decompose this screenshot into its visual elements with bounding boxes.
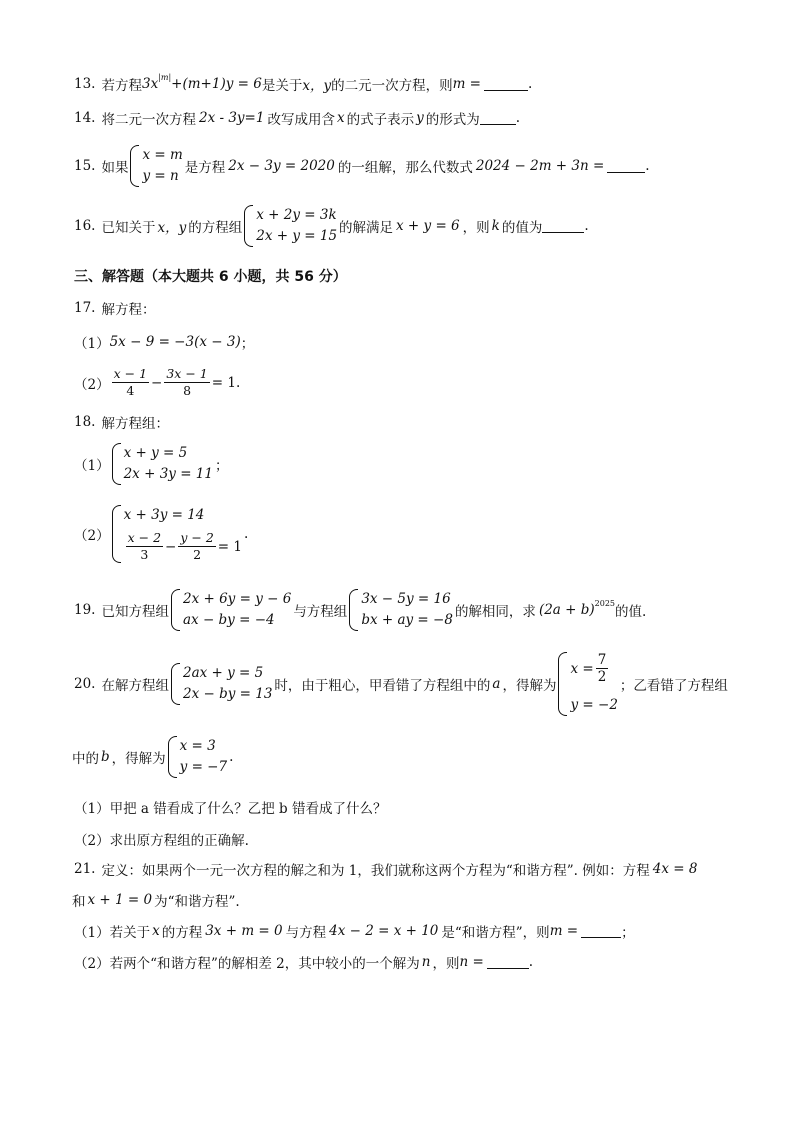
punctuation: . <box>243 526 249 542</box>
exponent: 2025 <box>594 598 616 608</box>
right-hand-side: = 1 <box>217 538 242 555</box>
denominator: 4 <box>126 383 135 398</box>
system-row: x + 3y = 14 <box>123 507 205 523</box>
punctuation: ； <box>214 458 229 474</box>
equation: 3x <box>141 76 159 92</box>
equation-system <box>349 589 453 631</box>
answer-blank[interactable] <box>542 220 584 233</box>
question-21-cont <box>72 890 240 910</box>
answer-variable: m = <box>452 76 481 92</box>
numerator: x − 1 <box>113 366 148 381</box>
condition: x + y = 6 <box>396 218 460 234</box>
question-16 <box>74 205 589 247</box>
system-row: 3x − 5y = 16 <box>361 591 451 607</box>
brace <box>168 736 177 778</box>
system-row: bx + ay = −8 <box>361 612 453 628</box>
equation: 4x − 2 = x + 10 <box>329 923 439 939</box>
part-label: （1） <box>74 458 110 474</box>
question-number: 20. <box>74 676 96 692</box>
punctuation: . <box>235 374 241 391</box>
brace <box>112 443 121 485</box>
answer-blank[interactable] <box>607 160 645 173</box>
question-17-part-1 <box>74 332 254 352</box>
operator: − <box>165 538 177 555</box>
question-text: 已知方程组 <box>101 604 169 620</box>
part-label: （2） <box>74 376 110 393</box>
definition-text: 和 <box>72 894 86 910</box>
question-20-sub-1: （1）甲把 a 错看成了什么？乙把 b 错看成了什么？ <box>74 801 387 817</box>
question-text: ，得解为 <box>502 678 557 694</box>
system-row: y = −7 <box>179 759 228 775</box>
period: . <box>528 954 534 970</box>
system-row: x + 2y = 3k <box>256 207 337 223</box>
question-text: ，则 <box>432 956 460 972</box>
period: . <box>584 218 589 234</box>
expression: 2024 − 2m + 3n = <box>475 158 605 174</box>
question-14 <box>74 108 520 128</box>
question-text: 的值. <box>615 604 647 620</box>
system-row <box>570 652 617 685</box>
fraction <box>126 530 163 563</box>
fraction <box>164 366 209 399</box>
question-text: ，得解为 <box>111 751 166 767</box>
answer-variable: m = <box>549 923 579 939</box>
denominator: 2 <box>193 547 202 562</box>
question-number: 16. <box>74 218 96 234</box>
brace <box>130 145 139 187</box>
brace <box>349 589 358 631</box>
numerator: 7 <box>597 652 607 668</box>
question-text: 的二元一次方程，则 <box>331 78 453 94</box>
question-18-part-2 <box>74 505 248 563</box>
question-text: 若方程 <box>101 78 142 94</box>
equation-system <box>112 505 242 563</box>
brace <box>171 663 180 705</box>
system-row: y = −2 <box>570 697 618 713</box>
brace <box>558 652 567 716</box>
solution-x: x = <box>570 660 594 677</box>
definition-text: 定义：如果两个一元一次方程的解之和为 1，我们就称这两个方程为“和谐方程”. 例如：方程 <box>101 863 650 879</box>
punctuation: ； <box>240 336 255 352</box>
question-19 <box>74 589 646 631</box>
question-text: 与方程 <box>285 925 327 941</box>
definition-text: 为“和谐方程”. <box>154 894 240 910</box>
question-number: 17. <box>74 300 96 316</box>
fraction <box>112 366 149 399</box>
variable: a <box>492 676 501 692</box>
period: . <box>229 749 234 765</box>
solution-system <box>130 145 182 187</box>
variable: k <box>491 218 500 234</box>
equation-system <box>112 443 213 485</box>
question-text: 如果 <box>101 160 129 176</box>
question-text: 的形式为 <box>425 112 480 128</box>
question-number: 15. <box>74 158 96 174</box>
brace <box>112 505 121 563</box>
question-20 <box>74 652 728 716</box>
system-row: 2ax + y = 5 <box>182 665 264 681</box>
system-row: 2x + 6y = y − 6 <box>182 591 292 607</box>
system-row: x + y = 5 <box>123 445 188 461</box>
question-text: 的式子表示 <box>346 112 415 128</box>
brace <box>171 589 180 631</box>
question-text: 的方程 <box>161 925 203 941</box>
question-20-cont <box>72 736 233 778</box>
denominator: 2 <box>597 669 607 685</box>
period: . <box>645 158 650 174</box>
expression: (2a + b) <box>538 602 595 618</box>
question-text: 时，由于粗心，甲看错了方程组中的 <box>274 678 491 694</box>
question-number: 18. <box>74 414 96 430</box>
equation-system <box>171 663 272 705</box>
question-text: 已知关于 <box>101 220 156 236</box>
operator: − <box>151 374 163 391</box>
question-text: 是“和谐方程”，则 <box>441 925 550 941</box>
denominator: 3 <box>140 547 149 562</box>
variables: x，y <box>157 220 187 236</box>
equation-system <box>171 589 291 631</box>
variable: x <box>152 923 160 939</box>
question-text: ；乙看错了方程组 <box>619 678 728 694</box>
equation: 2x - 3y=1 <box>198 110 265 126</box>
equation: 2x − 3y = 2020 <box>228 158 335 174</box>
question-text: 的解满足 <box>339 220 394 236</box>
numerator: x − 2 <box>127 530 162 545</box>
period: . <box>528 76 533 92</box>
solution-system <box>558 652 617 716</box>
question-text: ，则 <box>462 220 490 236</box>
system-row: 2x − by = 13 <box>182 686 273 702</box>
question-20-sub-2: （2）求出原方程组的正确解. <box>74 833 249 849</box>
numerator: 3x − 1 <box>166 366 208 381</box>
answer-blank[interactable] <box>581 925 621 938</box>
equation: 4x = 8 <box>652 861 698 877</box>
system-row: x = m <box>142 147 183 163</box>
question-text: （2）若两个“和谐方程”的解相差 2，其中较小的一个解为 <box>74 956 420 972</box>
punctuation: ； <box>621 925 635 941</box>
question-text: 改写成用含 <box>267 112 335 128</box>
variable: n <box>421 954 431 970</box>
question-text: 将二元一次方程 <box>101 112 196 128</box>
answer-blank[interactable] <box>487 956 529 969</box>
question-15 <box>74 145 650 187</box>
question-13 <box>74 74 532 94</box>
system-row: y = n <box>142 168 179 184</box>
system-row <box>124 530 242 563</box>
variable: x <box>336 110 345 126</box>
system-row: x = 3 <box>179 738 216 754</box>
denominator: 8 <box>183 383 192 398</box>
fraction <box>596 652 609 685</box>
question-text: 的解相同，求 <box>454 604 536 620</box>
question-21 <box>74 859 697 879</box>
question-text: 与方程组 <box>293 604 348 620</box>
question-number: 19. <box>74 602 96 618</box>
question-text: 的值为 <box>501 220 543 236</box>
question-21-sub-1 <box>74 921 635 941</box>
system-row: 2x + 3y = 11 <box>123 466 213 482</box>
fraction <box>178 530 215 563</box>
question-number: 13. <box>74 76 96 92</box>
answer-variable: n = <box>459 954 484 970</box>
question-number: 21. <box>74 861 96 877</box>
period: . <box>515 110 521 126</box>
question-17-part-2 <box>74 366 240 399</box>
question-18 <box>74 412 169 432</box>
equation: 3x + m = 0 <box>205 923 283 939</box>
question-17 <box>74 298 155 318</box>
variable: y <box>416 110 424 126</box>
answer-blank[interactable] <box>480 112 516 125</box>
question-18-part-1 <box>74 443 228 485</box>
part-label: （2） <box>74 528 110 544</box>
question-text: 在解方程组 <box>101 678 169 694</box>
question-text: 是方程 <box>184 160 226 176</box>
question-text: （1）若关于 <box>74 925 151 941</box>
equation-system <box>244 205 337 247</box>
numerator: y − 2 <box>180 530 214 545</box>
exponent: |m| <box>158 72 172 82</box>
question-text: 的一组解，那么代数式 <box>337 160 473 176</box>
brace <box>244 205 253 247</box>
question-text: 是关于 <box>261 78 303 94</box>
right-hand-side: = 1 <box>211 374 236 391</box>
solution-system <box>168 736 227 778</box>
answer-blank[interactable] <box>484 78 528 91</box>
question-text: 解方程组： <box>101 416 169 432</box>
equation: 5x − 9 = −3(x − 3) <box>109 334 241 350</box>
variable: b <box>101 749 110 765</box>
system-row: 2x + y = 15 <box>256 228 338 244</box>
equation: x + 1 = 0 <box>87 892 153 908</box>
question-text: 解方程： <box>101 302 156 318</box>
variables: x，y <box>302 78 332 94</box>
question-text: 中的 <box>72 751 99 767</box>
part-label: （1） <box>74 336 110 352</box>
system-row: ax − by = −4 <box>182 612 275 628</box>
question-text: 的方程组 <box>188 220 243 236</box>
equation: +(m+1)y = 6 <box>171 76 262 92</box>
section-heading: 三、解答题（本大题共 6 小题，共 56 分） <box>74 269 347 285</box>
question-21-sub-2 <box>74 952 533 972</box>
question-number: 14. <box>74 110 96 126</box>
